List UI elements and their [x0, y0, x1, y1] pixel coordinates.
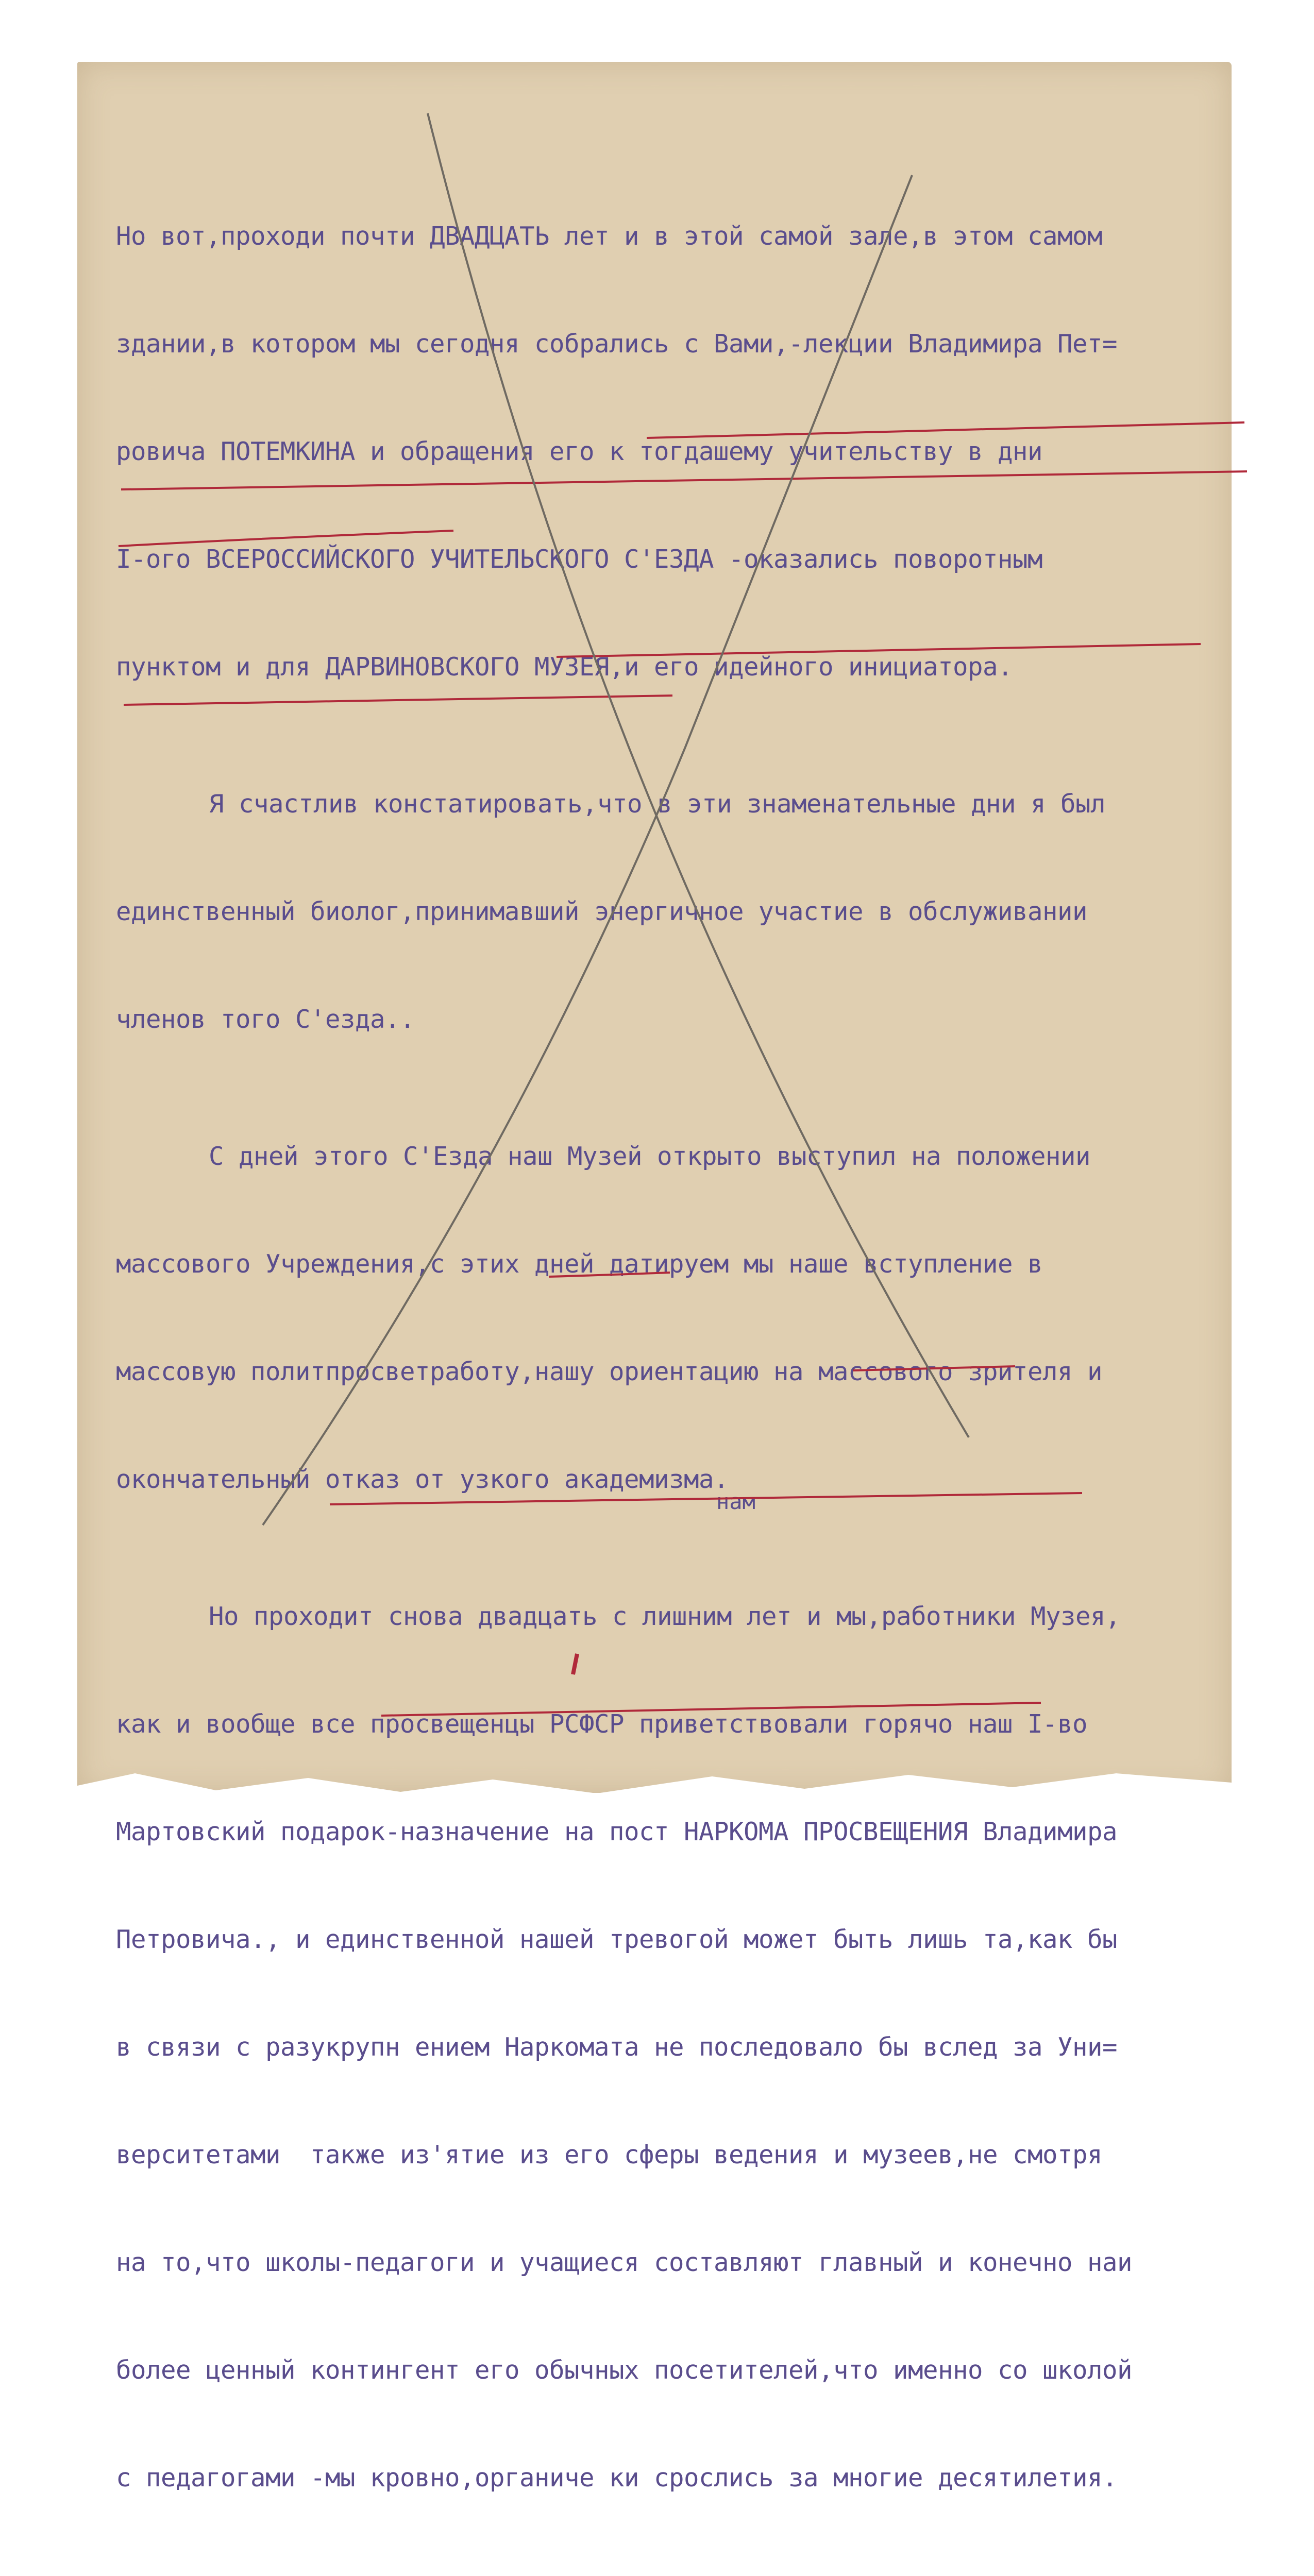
text-line: I-ого ВСЕРОССИЙСКОГО УЧИТЕЛЬСКОГО С'ЕЗДА -оказались поворотным [116, 545, 1043, 574]
text-line: массовую политпросветработу,нашу ориентацию на массового зрителя и [116, 1357, 1103, 1386]
cross-stroke [428, 113, 969, 1437]
cross-stroke [263, 175, 912, 1525]
text-line: с педагогами -мы кровно,органиче ки срослись за многие десятилетия. [116, 2463, 1118, 2493]
text-line: членов того С'езда.. [116, 1005, 415, 1034]
text-line: Петровича., и единственной нашей тревогой может быть лишь та,как бы [116, 1925, 1118, 1954]
text-line: в связи с разукрупн ением Наркомата не последовало бы вслед за Уни= [116, 2032, 1118, 2062]
text-line: окончательный отказ от узкого академизма. [116, 1465, 729, 1494]
handwritten-annotation: нам [716, 1489, 755, 1514]
text-line: Но вот,проходи почти ДВАДЦАТЬ лет и в этой самой зале,в этом самом [116, 222, 1103, 251]
text-line: здании,в котором мы сегодня собрались с Вами,-лекции Владимира Пет= [116, 329, 1118, 359]
text-line: на то,что школы-педагоги и учащиеся составляют главный и конечно наи [116, 2248, 1133, 2277]
text-line: С дней этого С'Езда наш Музей открыто выступил на положении [209, 1142, 1091, 1171]
text-line: Но проходит снова двадцать с лишним лет и мы,работники Музея, [209, 1602, 1121, 1631]
text-line: Мартовский подарок-назначение на пост НАРКОМА ПРОСВЕЩЕНИЯ Владимира [116, 1817, 1118, 1846]
text-line: как и вообще все просвещенцы РСФСР приветствовали горячо наш I-во [116, 1709, 1088, 1739]
text-line: верситетами также из'ятие из его сферы ведения и музеев,не смотря [116, 2140, 1103, 2170]
text-line: пунктом и для ДАРВИНОВСКОГО МУЗЕЯ,и его идейного инициатора. [116, 652, 1013, 682]
text-line: массового Учреждения,с этих дней датируем мы наше вступление в [116, 1249, 1043, 1279]
text-line: Я счастлив констатировать,что в эти знаменательные дни я был [209, 789, 1106, 819]
text-line: единственный биолог,принимавший энергичное участие в обслуживании [116, 897, 1088, 926]
text-line: более ценный контингент его обычных посетителей,что именно со школой [116, 2355, 1133, 2385]
text-line: ровича ПОТЕМКИНА и обращения его к тогдашему учительству в дни [116, 437, 1043, 466]
